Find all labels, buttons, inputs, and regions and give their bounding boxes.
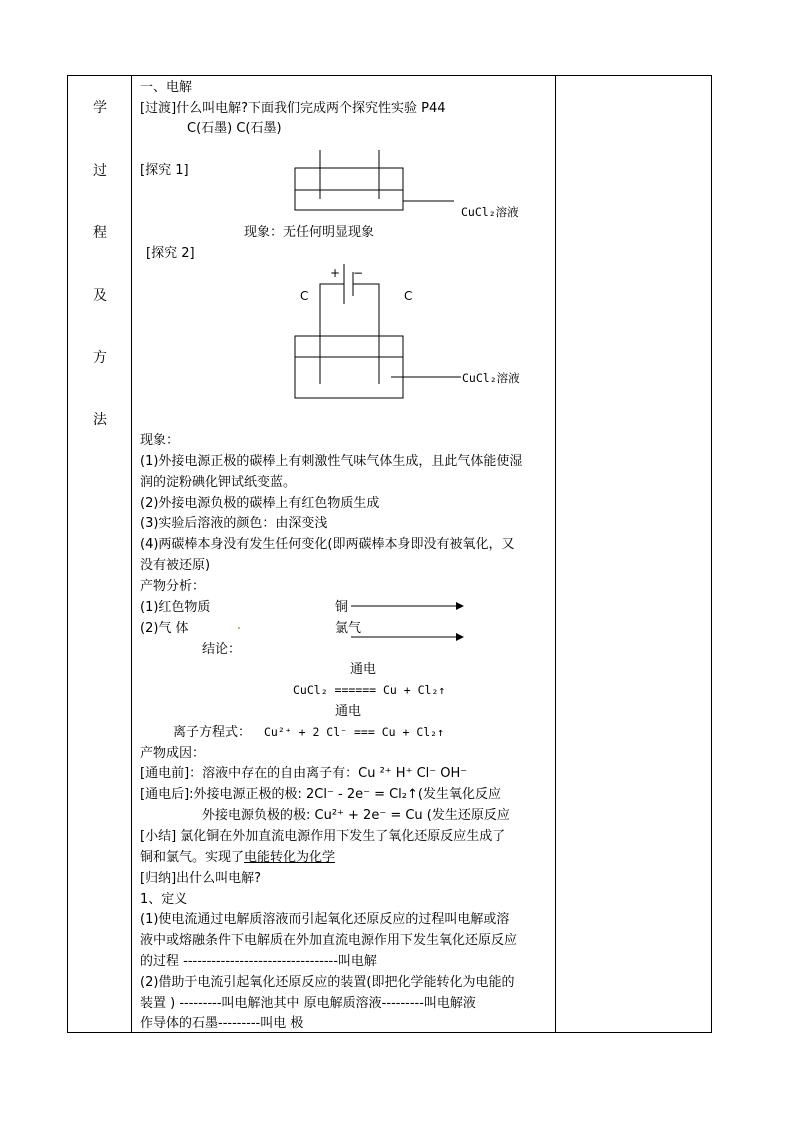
- column-divider-right: [555, 75, 556, 1033]
- column-divider-left: [131, 75, 132, 1033]
- definition-line: (1)使电流通过电解质溶液而引起氧化还原反应的过程叫电解或溶: [140, 912, 510, 927]
- observation-line: (3)实验后溶液的颜色：由深变浅: [140, 516, 328, 531]
- section-title: 一、电解: [140, 80, 193, 95]
- summary-underlined-text: 电能转化为化学: [244, 850, 336, 865]
- side-label-char: 程: [93, 225, 107, 241]
- definition-line: 装置 ) ---------叫电解池其中 原电解质溶液---------叫电解液: [140, 996, 476, 1011]
- observations-title: 现象：: [140, 433, 180, 448]
- product-row-2-left: (2)气 体: [140, 621, 189, 636]
- conclusion-label: 结论：: [202, 642, 242, 657]
- positive-terminal-label: +: [330, 266, 341, 280]
- right-electrode-label: C: [404, 289, 413, 303]
- ionic-equation-label: 离子方程式：: [173, 725, 252, 740]
- experiment-2-label: [探究 2]: [146, 246, 195, 261]
- summary-line-2: 铜和氯气。实现了电能转化为化学: [140, 850, 336, 865]
- definition-line: (2)借助于电流引起氧化还原反应的装置(即把化学能转化为电能的: [140, 975, 515, 990]
- experiment-1-solution-label: CuCl₂溶液: [461, 205, 519, 219]
- causes-title: 产物成因：: [140, 746, 206, 761]
- experiment-1-label: [探究 1]: [140, 163, 189, 178]
- induction-text: [归纳]出什么叫电解?: [140, 871, 262, 886]
- cause-before-power: [通电前]：溶液中存在的自由离子有：Cu ²⁺ H⁺ Cl⁻ OH⁻: [140, 766, 468, 781]
- definition-line: 作导体的石墨---------叫电 极: [140, 1016, 304, 1031]
- product-row-1-right: 铜: [335, 600, 349, 615]
- experiment-1-phenomenon: 现象：无任何明显现象: [244, 225, 375, 240]
- summary-line-1: [小结] 氯化铜在外加直流电源作用下发生了氧化还原反应生成了: [140, 829, 506, 844]
- observation-line: 没有被还原): [140, 558, 211, 573]
- equation-condition-bottom: 通电: [335, 704, 362, 719]
- observation-line: (2)外接电源负极的碳棒上有红色物质生成: [140, 496, 380, 511]
- products-title: 产物分析：: [140, 579, 206, 594]
- product-row-1-left: (1)红色物质: [140, 600, 211, 615]
- observation-line: 润的淀粉碘化钾试纸变蓝。: [140, 475, 297, 490]
- side-label-char: 学: [93, 100, 107, 116]
- side-label-char: 过: [93, 163, 107, 179]
- cause-after-negative: 外接电源负极的极: Cu²⁺ + 2e⁻ = Cu (发生还原反应: [202, 808, 510, 823]
- side-label-char: 及: [93, 288, 107, 304]
- experiment-2-solution-label: CuCl₂溶液: [462, 371, 520, 385]
- negative-terminal-label: −: [353, 266, 364, 280]
- side-label-char: 法: [93, 412, 107, 428]
- observation-line: (4)两碳棒本身没有发生任何变化(即两碳棒本身即没有被氧化，又: [140, 537, 515, 552]
- main-equation: CuCl₂ ====== Cu + Cl₂↑: [293, 683, 446, 697]
- cause-after-positive: [通电后]:外接电源正极的极: 2Cl⁻ - 2e⁻ = Cl₂↑(发生氧化反应: [140, 787, 501, 802]
- left-electrode-label: C: [300, 289, 309, 303]
- lesson-table: [67, 75, 712, 1033]
- equation-condition-top: 通电: [350, 662, 377, 677]
- definition-title: 1、定义: [140, 892, 188, 907]
- product-row-2-right: 氯气: [335, 621, 362, 636]
- ionic-equation: Cu²⁺ + 2 Cl⁻ === Cu + Cl₂↑: [264, 725, 445, 739]
- observation-line: (1)外接电源正极的碳棒上有刺激性气味气体生成，且此气体能使湿: [140, 454, 523, 469]
- side-label-char: 方: [93, 350, 107, 366]
- electrode-labels: C(石墨) C(石墨): [187, 121, 282, 136]
- definition-line: 的过程 ---------------------------------叫电解: [140, 954, 377, 969]
- transition-text: [过渡]什么叫电解?下面我们完成两个探究性实验 P44: [140, 101, 446, 116]
- definition-line: 液中或熔融条件下电解质在外加直流电源作用下发生氧化还原反应: [140, 933, 518, 948]
